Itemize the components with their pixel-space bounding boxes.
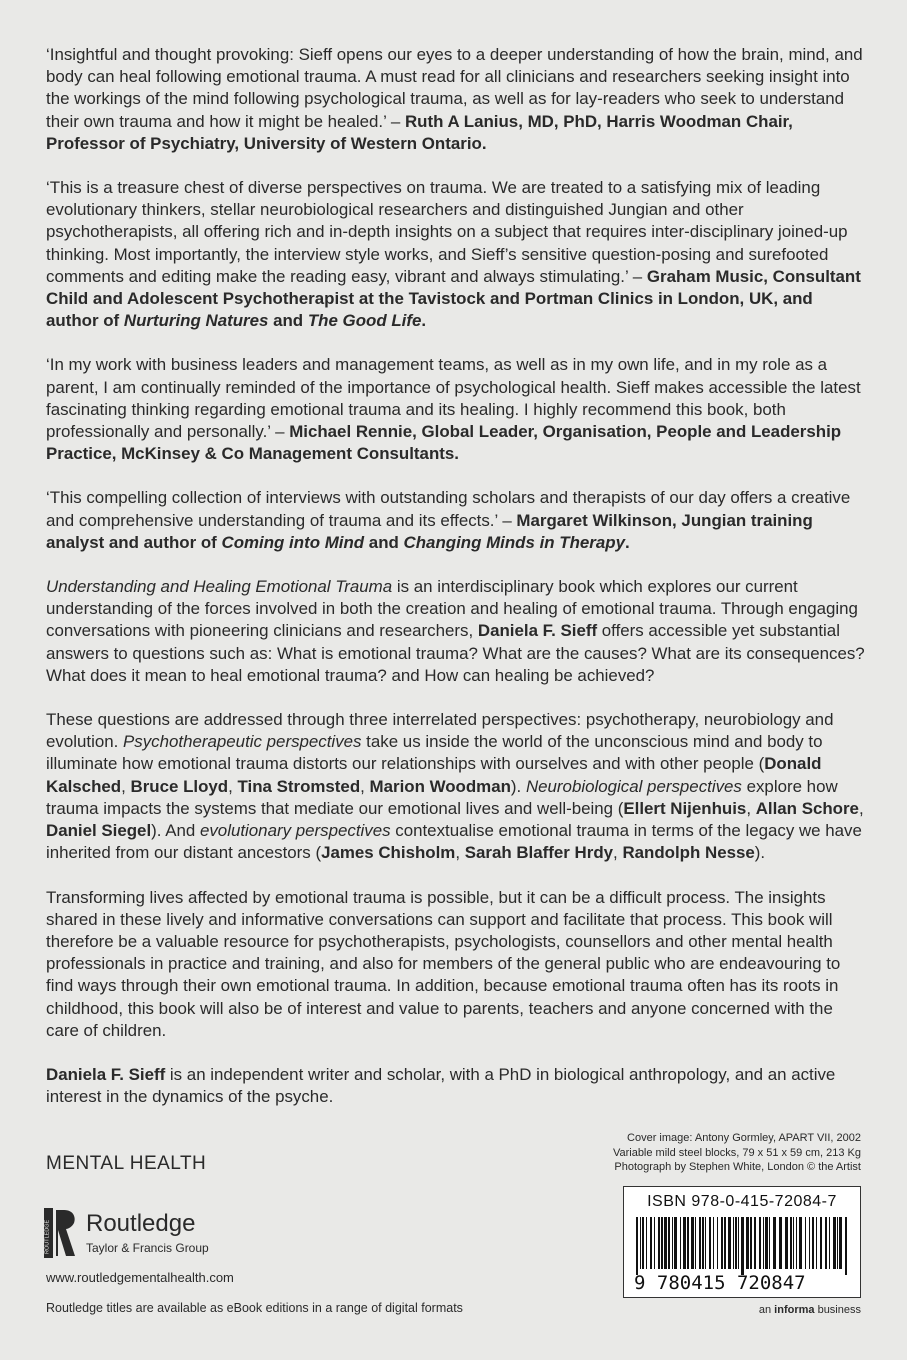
text-run: , (746, 798, 756, 818)
category-label: MENTAL HEALTH (46, 1153, 207, 1174)
text-run: . (625, 532, 630, 552)
barcode-bar (816, 1217, 817, 1269)
barcode-digits: 9 780415 720847 (634, 1272, 806, 1294)
publisher-name: Routledge (86, 1210, 196, 1237)
barcode-bar (837, 1217, 838, 1269)
isbn-number: ISBN 978-0-415-72084-7 (647, 1193, 837, 1210)
paragraph (46, 576, 868, 687)
text-run: and (268, 311, 308, 331)
logo-mark-text: ROUTLEDGE (44, 1219, 51, 1254)
text-run: offers accessible yet substantial answers to questions such as: What is emotional trauma? What are the causes? What are its consequences? What does it mean to heal emotional trauma? and How can healing be achieved? (46, 621, 865, 685)
text-run: ‘This compelling collection of interviews with outstanding scholars and therapists of our day offers a creative and comprehensive understanding of trauma and its effects.’ – (46, 488, 851, 530)
text-run: , (228, 776, 238, 796)
barcode-bar (709, 1217, 711, 1269)
barcode-bar (713, 1217, 714, 1269)
barcode-bar (672, 1217, 673, 1269)
text-run: Michael Rennie, Global Leader, Organisation, People and Leadership Practice, McKinsey & Co Management Consultants. (46, 422, 842, 464)
routledge-logo (44, 1208, 284, 1260)
barcode-bar (674, 1217, 677, 1269)
text-run: ‘In my work with business leaders and management teams, as well as in my own life, and in my role as a parent, I am continually reminded of the importance of psychological health. Sieff makes accessible the latest fascinating thinking regarding emotional trauma and its healing. I highly recommend this book, both professionally and personally.’ – (46, 355, 861, 442)
barcode-bar (759, 1217, 761, 1269)
routledge-r-mark-icon (44, 1208, 78, 1258)
barcode-bar (825, 1217, 827, 1269)
text-run: Tina Stromsted (237, 776, 361, 796)
barcode-bar (680, 1217, 681, 1269)
paragraph (46, 709, 868, 864)
text-run: James Chisholm (321, 843, 456, 863)
barcode-bar (640, 1217, 641, 1269)
barcode-bar (687, 1217, 689, 1269)
barcode-bar (833, 1217, 836, 1269)
text-run: Changing Minds in Therapy (403, 532, 625, 552)
text-run: Understanding and Healing Emotional Trauma (46, 577, 393, 597)
text-run: Bruce Lloyd (130, 776, 229, 796)
barcode-bars (636, 1217, 850, 1275)
text-run: Daniel Siegel (46, 821, 152, 841)
text-run: evolutionary perspectives (199, 821, 391, 841)
barcode-bar (763, 1217, 764, 1269)
barcode-bar (721, 1217, 723, 1269)
barcode-bar (820, 1217, 822, 1269)
barcode-bar (683, 1217, 686, 1269)
text-run: Daniela F. Sieff (477, 621, 598, 641)
text-run: take us inside the world of the unconscious mind and body to illuminate how emotional trauma distorts our relationships with ourselves and with other people ( (46, 732, 823, 774)
barcode-bar (773, 1217, 776, 1269)
barcode-bar (646, 1217, 647, 1269)
barcode-bar (695, 1217, 696, 1269)
text-run: . (421, 311, 427, 331)
barcode-bar (735, 1217, 737, 1269)
barcode-bar (779, 1217, 782, 1269)
barcode-bar (642, 1217, 644, 1269)
text-run: ‘This is a treasure chest of diverse perspectives on trauma. We are treated to a satisfying mix of leading evolutionary thinkers, stellar neurobiological researchers and distinguished Jungian and other psychotherapists, all offering rich and in-depth insights on a subject that requires inter-disciplinary joined-up thinking. Most importantly, the interview style works, and Sieff’s sensitive question-posing and surefooted comments and editing make the reading easy, vibrant and always stimulating.’ – (46, 178, 848, 286)
barcode-bar (733, 1217, 734, 1269)
barcode-bar (750, 1217, 752, 1269)
text-run: ). (754, 843, 766, 863)
barcode-bar (754, 1217, 756, 1269)
barcode-bar (765, 1217, 768, 1269)
barcode-bar (809, 1217, 810, 1269)
text-run: Transforming lives affected by emotional trauma is possible, but it can be a difficult process. The insights shared in these lively and informative conversations can support and facilitate that process. This book will therefore be a valuable resource for psychotherapists, psychologists, counsellors and other mental health professionals in practice and training, and also for members of the general public who are endeavouring to find ways through their own emotional trauma. In addition, because emotional trauma often has its roots in childhood, this book will also be of interest and value to parents, teachers and anyone concerned with the care of children. (46, 887, 841, 1040)
text-run: Margaret Wilkinson, Jungian training analyst and author of (46, 510, 813, 552)
barcode-bar (728, 1217, 731, 1269)
barcode-bar (658, 1217, 660, 1269)
isbn-barcode (623, 1186, 861, 1298)
barcode-bar (699, 1217, 701, 1269)
cover-image-credit (613, 1131, 861, 1175)
credit-line: Photograph by Stephen White, London © the Artist (614, 1161, 861, 1173)
text-run: ). And (151, 821, 200, 841)
text-run: explore how trauma impacts the systems that mediate our emotional lives and well-being ( (46, 776, 838, 818)
barcode-bar (664, 1217, 667, 1269)
back-cover-text (46, 44, 868, 1130)
text-run: ). (510, 776, 526, 796)
informa-suffix: business (814, 1304, 861, 1316)
paragraph (46, 1064, 868, 1108)
paragraph (46, 487, 868, 554)
barcode-bar (805, 1217, 806, 1269)
publisher-url[interactable]: www.routledgementalhealth.com (46, 1270, 234, 1285)
text-run: Nurturing Natures (123, 311, 269, 331)
text-run: is an interdisciplinary book which explores our current understanding of the forces involved in both the creation and healing of emotional trauma. Through engaging conversations with pioneering clinicians and researchers, (46, 577, 858, 641)
text-run: is an independent writer and scholar, with a PhD in biological anthropology, and an active interest in the dynamics of the psyche. (46, 1064, 836, 1107)
barcode-bar (654, 1217, 655, 1269)
informa-brand: informa (774, 1304, 815, 1316)
text-run: , (455, 843, 465, 863)
barcode-bar (705, 1217, 706, 1269)
text-run: Ellert Nijenhuis (623, 798, 747, 818)
text-run: , (360, 776, 370, 796)
text-run: , (121, 776, 131, 796)
barcode-bar (812, 1217, 814, 1269)
barcode-bar (661, 1217, 663, 1269)
text-run: contextualise emotional trauma in terms of the legacy we have inherited from our distant ancestors ( (46, 821, 862, 863)
barcode-bar (829, 1217, 830, 1269)
barcode-bar (668, 1217, 670, 1269)
text-run: , (858, 798, 864, 818)
informa-tagline (759, 1304, 861, 1316)
text-run: and (364, 532, 404, 552)
text-run: Randolph Nesse (622, 843, 755, 863)
informa-prefix: an (758, 1304, 775, 1316)
credit-line: Variable mild steel blocks, 79 x 51 x 59 cm, 213 Kg (612, 1146, 861, 1159)
barcode-bar (702, 1217, 704, 1269)
text-run: These questions are addressed through three interrelated perspectives: psychotherapy, neurobiology and evolution. (46, 710, 834, 752)
barcode-bar (738, 1217, 739, 1269)
text-run: Marion Woodman (369, 776, 511, 796)
barcode-bar (799, 1217, 802, 1269)
paragraph (46, 887, 868, 1042)
text-run: Ruth A Lanius, MD, PhD, Harris Woodman Chair, Professor of Psychiatry, University of Western Ontario. (46, 111, 793, 153)
text-run: Daniela F. Sieff (46, 1064, 166, 1084)
text-run: Neurobiological perspectives (525, 776, 742, 796)
barcode-bar (741, 1217, 744, 1275)
barcode-bar (691, 1217, 694, 1269)
text-run: Sarah Blaffer Hrdy (464, 843, 614, 863)
barcode-bar (845, 1217, 847, 1275)
barcode-bar (785, 1217, 788, 1269)
text-run: Graham Music, Consultant Child and Adolescent Psychotherapist at the Tavistock and Portman Clinics in London, UK, and author of (46, 266, 861, 331)
paragraph (46, 177, 868, 332)
text-run: Psychotherapeutic perspectives (123, 732, 362, 752)
credit-line: Cover image: Antony Gormley, APART VII, 2002 (627, 1132, 861, 1144)
barcode-bar (746, 1217, 749, 1269)
paragraph (46, 354, 868, 465)
barcode-bar (724, 1217, 726, 1269)
text-run: Coming into Mind (221, 532, 365, 552)
text-run: Allan Schore (755, 798, 859, 818)
barcode-bar (636, 1217, 638, 1275)
barcode-bar (650, 1217, 652, 1269)
publisher-subtitle: Taylor & Francis Group (86, 1241, 209, 1255)
barcode-bar (839, 1217, 842, 1269)
barcode-bar (769, 1217, 770, 1269)
text-run: Donald Kalsched (46, 754, 822, 796)
paragraph (46, 44, 868, 155)
text-run: , (613, 843, 623, 863)
text-run: ‘Insightful and thought provoking: Sieff opens our eyes to a deeper understanding of how the brain, mind, and body can heal following emotional trauma. A must read for all clinicians and researchers seeking insight into the workings of the mind following psychological trauma, as well as for lay-readers who seek to understand their own trauma and how it might be healed.’ – (46, 45, 863, 131)
barcode-bar (796, 1217, 797, 1269)
barcode-bar (790, 1217, 792, 1269)
ebook-note: Routledge titles are available as eBook editions in a range of digital formats (46, 1301, 463, 1315)
barcode-bar (793, 1217, 794, 1269)
text-run: The Good Life (307, 311, 422, 331)
barcode-bar (717, 1217, 718, 1269)
